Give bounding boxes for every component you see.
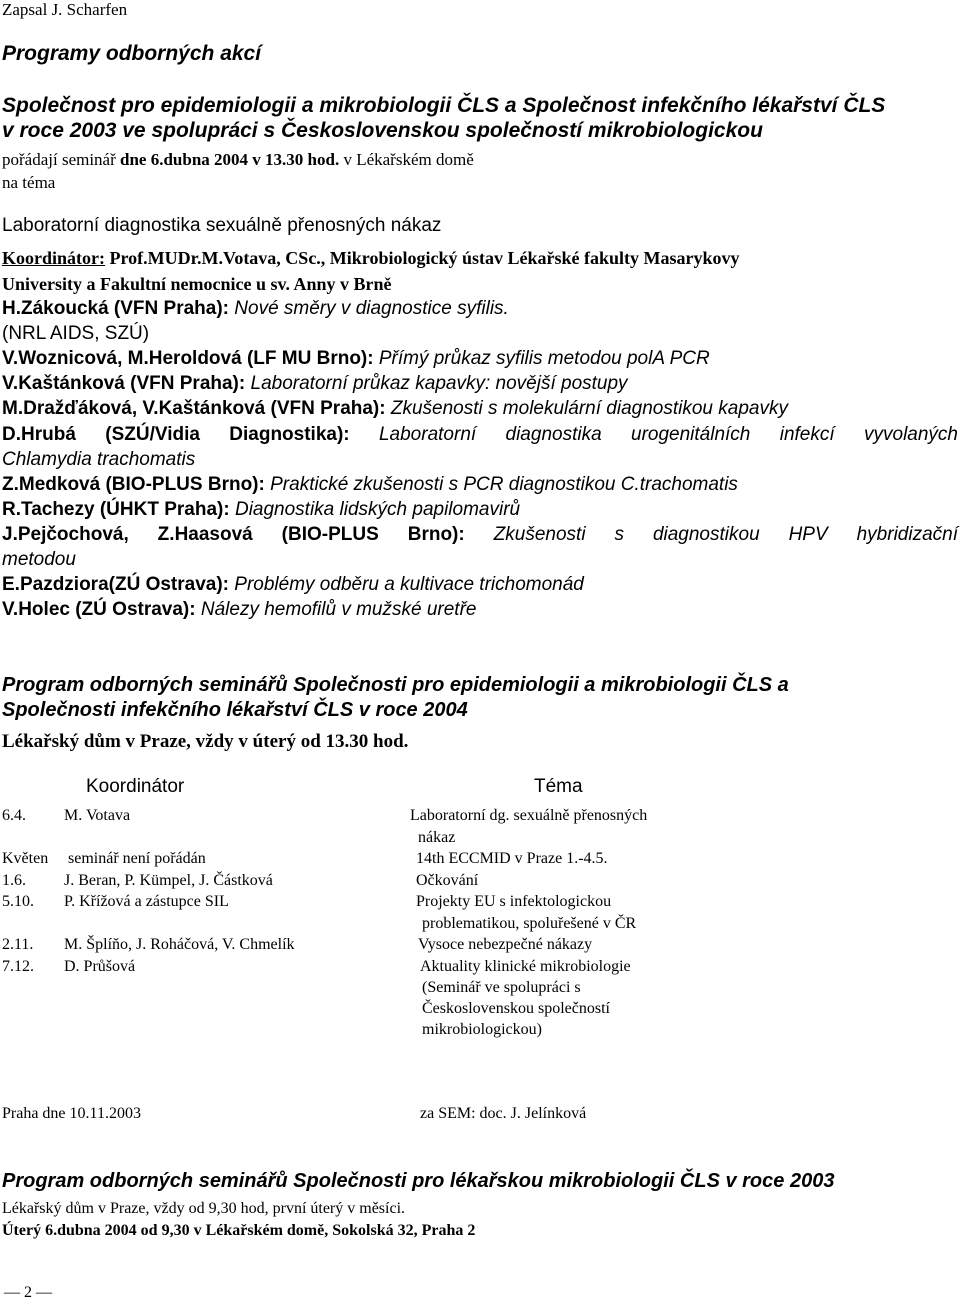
invitation-line (2, 150, 474, 170)
seminar-topic: Laboratorní diagnostika sexuálně přenosných nákaz (2, 215, 442, 236)
talk-speaker: V.Holec (ZÚ Ostrava): (2, 599, 196, 620)
invitation-topic-lead: na téma (2, 173, 56, 192)
schedule-topic: nákaz (418, 829, 456, 846)
talk-item (2, 499, 520, 521)
schedule-topic: Laboratorní dg. sexuálně přenosných (410, 807, 648, 824)
program-2003-title: Program odborných seminářů Společnosti pro lékařskou mikrobiologii ČLS v roce 2003 (2, 1170, 835, 1192)
schedule-date: 1.6. (2, 872, 26, 889)
talk-title: Problémy odběru a kultivace trichomonád (234, 574, 584, 595)
schedule-coordinator: M. Votava (64, 807, 131, 824)
schedule-date: 5.10. (2, 893, 34, 910)
talk-speaker: M.Dražďáková, V.Kaštánková (VFN Praha): (2, 398, 386, 419)
schedule-coordinator: M. Šplíňo, J. Roháčová, V. Chmelík (64, 936, 295, 953)
talk-item (2, 398, 788, 420)
talk-title: Zkušenosti s diagnostikou HPV hybridizační (493, 524, 958, 545)
talk-item (2, 348, 710, 370)
talk-item (2, 474, 738, 496)
talk-title: Přímý průkaz syfilis metodou polA PCR (378, 348, 710, 369)
schedule-date: 7.12. (2, 958, 34, 975)
coordinator-text: Prof.MUDr.M.Votava, CSc., Mikrobiologický ústav Lékařské fakulty Masarykovy (109, 248, 740, 268)
schedule-topic: (Seminář ve spolupráci s (422, 979, 581, 996)
schedule-coordinator: seminář není pořádán (68, 850, 206, 867)
talk-title-continued: Chlamydia trachomatis (2, 449, 196, 470)
talk-speaker: D.Hrubá (SZÚ/Vidia Diagnostika): (2, 424, 350, 445)
talk-title: Zkušenosti s molekulární diagnostikou kapavky (390, 398, 788, 419)
schedule-topic: 14th ECCMID v Praze 1.-4.5. (416, 850, 608, 867)
talk-title: Praktické zkušenosti s PCR diagnostikou C.trachomatis (270, 474, 738, 495)
schedule-topic: problematikou, spoluřešené v ČR (422, 915, 637, 932)
program-2003-date: Úterý 6.dubna 2004 od 9,30 v Lékařském domě, Sokolská 32, Praha 2 (2, 1222, 476, 1239)
talk-item (2, 424, 958, 446)
event-datetime: dne 6.dubna 2004 v 13.30 hod. (120, 150, 340, 169)
talk-speaker: V.Kaštánková (VFN Praha): (2, 373, 246, 394)
coordinator-label: Koordinátor: (2, 248, 105, 268)
page-number: — 2 — (4, 1284, 52, 1301)
talk-item (2, 524, 958, 546)
program-2004-title-1: Program odborných seminářů Společnosti pro epidemiologii a mikrobiologii ČLS a (2, 674, 789, 696)
schedule-date: 6.4. (2, 807, 26, 824)
column-header-topic: Téma (534, 776, 583, 797)
signature: za SEM: doc. J. Jelínková (420, 1105, 587, 1122)
talk-speaker: E.Pazdziora(ZÚ Ostrava): (2, 574, 229, 595)
talk-title: Nové směry v diagnostice syfilis. (234, 298, 509, 319)
schedule-coordinator: D. Průšová (64, 958, 136, 975)
talk-title-continued: metodou (2, 549, 76, 570)
talk-item (2, 298, 509, 320)
talk-item (2, 599, 476, 621)
talk-title: Laboratorní průkaz kapavky: novější postupy (250, 373, 628, 394)
talk-item (2, 574, 584, 596)
talk-speaker: V.Woznicová, M.Heroldová (LF MU Brno): (2, 348, 374, 369)
schedule-topic: Očkování (416, 872, 479, 889)
talk-speaker: J.Pejčochová, Z.Haasová (BIO-PLUS Brno): (2, 524, 465, 545)
column-header-coordinator: Koordinátor (86, 776, 185, 797)
event-venue: v Lékařském domě (343, 150, 474, 169)
org-line-1: Společnost pro epidemiologii a mikrobiologii ČLS a Společnost infekčního lékařství ČLS (2, 94, 886, 117)
schedule-topic: Projekty EU s infektologickou (416, 893, 612, 910)
section-title: Programy odborných akcí (2, 42, 262, 65)
talk-speaker: R.Tachezy (ÚHKT Praha): (2, 499, 230, 520)
talk-speaker: H.Zákoucká (VFN Praha): (2, 298, 229, 319)
talk-title: Diagnostika lidských papilomavirů (234, 499, 521, 520)
program-2003-venue: Lékařský dům v Praze, vždy od 9,30 hod, první úterý v měsíci. (2, 1200, 406, 1217)
org-line-2: v roce 2003 ve spolupráci s Československou společností mikrobiologickou (2, 119, 763, 142)
talk-title: Nálezy hemofilů v mužské uretře (200, 599, 477, 620)
schedule-topic: Vysoce nebezpečné nákazy (418, 936, 593, 953)
schedule-date: Květen (2, 850, 49, 867)
schedule-coordinator: P. Křížová a zástupce SIL (64, 893, 229, 910)
schedule-date: 2.11. (2, 936, 34, 953)
talk-note: (NRL AIDS, SZÚ) (2, 323, 150, 344)
coordinator-line-1 (2, 248, 740, 269)
talk-speaker: Z.Medková (BIO-PLUS Brno): (2, 474, 265, 495)
place-date: Praha dne 10.11.2003 (2, 1105, 141, 1122)
schedule-topic: Československou společností (422, 1000, 610, 1017)
schedule-coordinator: J. Beran, P. Kümpel, J. Částková (64, 872, 273, 889)
talk-item (2, 373, 628, 395)
author-note: Zapsal J. Scharfen (2, 0, 128, 19)
schedule-topic: mikrobiologickou) (422, 1021, 542, 1038)
program-2004-title-2: Společnosti infekčního lékařství ČLS v roce 2004 (2, 699, 468, 721)
coordinator-line-2: University a Fakultní nemocnice u sv. Anny v Brně (2, 274, 392, 294)
program-venue: Lékařský dům v Praze, vždy v úterý od 13.30 hod. (2, 731, 409, 752)
schedule-topic: Aktuality klinické mikrobiologie (420, 958, 631, 975)
talk-title: Laboratorní diagnostika urogenitálních infekcí vyvolaných (378, 424, 958, 445)
invitation-part: pořádají seminář (2, 150, 116, 169)
